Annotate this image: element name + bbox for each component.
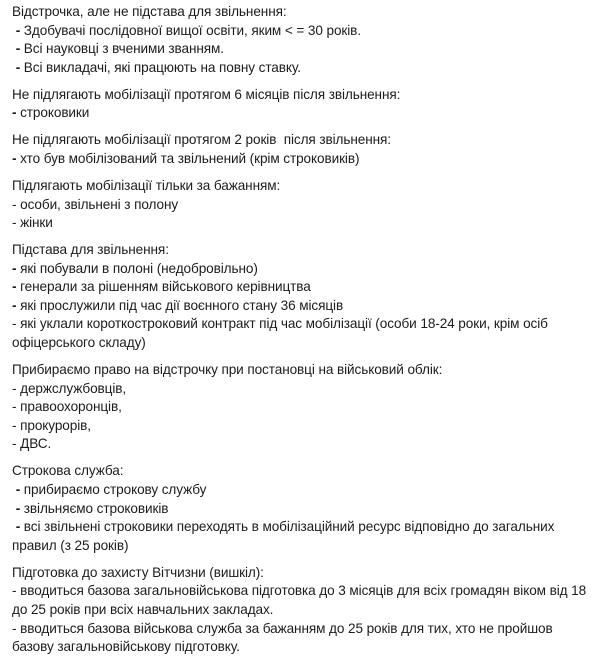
list-item-text: всі звільнені строковики переходять в мобілізаційний ресурс відповідно до загальних правил (з 25 років) — [12, 519, 558, 553]
list-item-text: вводиться базова військова служба за бажанням до 25 років для тих, хто не пройшов базову загальновійськову підготовку. — [12, 620, 557, 655]
list-item-text: строковики — [20, 105, 90, 121]
section-deferment — [12, 3, 593, 77]
section-voluntary-mobilization — [12, 177, 593, 233]
section-discharge-grounds — [12, 241, 593, 353]
list-item-text: ДВС. — [20, 436, 52, 452]
section-defense-training — [12, 564, 593, 657]
section-heading: Підготовка до захисту Вітчизни (вишкіл): — [12, 564, 264, 580]
bullet-dash: - — [12, 215, 21, 231]
list-item-text: прокурорів, — [20, 417, 91, 433]
list-item-text: особи, звільнені з полону — [20, 196, 179, 212]
list-item — [12, 214, 593, 233]
list-item-text: які прослужили під час дії воєнного стану 36 місяців — [20, 297, 344, 313]
bullet-dash: - — [12, 519, 24, 535]
bullet-dash: - — [12, 22, 24, 38]
bullet-dash: - — [12, 399, 21, 415]
bullet-dash: - — [12, 436, 21, 452]
bullet-dash: - — [12, 316, 21, 332]
list-item — [12, 500, 593, 519]
bullet-dash: - — [12, 260, 21, 276]
list-item — [12, 481, 593, 500]
bullet-dash: - — [12, 105, 21, 121]
bullet-dash: - — [12, 620, 21, 636]
list-item — [12, 620, 593, 657]
bullet-dash: - — [12, 150, 21, 166]
section-no-mobilization-6-months — [12, 86, 593, 123]
list-item — [12, 297, 593, 316]
section-conscript-service — [12, 462, 593, 555]
list-item — [12, 435, 593, 454]
section-heading: Підстава для звільнення: — [12, 242, 169, 258]
list-item — [12, 59, 593, 78]
list-item-text: правоохоронців, — [20, 399, 122, 415]
list-item — [12, 104, 593, 123]
list-item — [12, 150, 593, 169]
list-item-text: генерали за рішенням військового керівництва — [20, 279, 311, 295]
list-item-text: Здобувачі послідовної вищої освіти, яким < = 30 років. — [23, 22, 361, 38]
bullet-dash: - — [12, 500, 24, 516]
section-heading: Не підлягають мобілізації протягом 2 років після звільнення: — [12, 132, 391, 148]
section-heading: Строкова служба: — [12, 463, 124, 479]
list-item — [12, 22, 593, 41]
list-item-text: які уклали короткостроковий контракт під час мобілізації (особи 18-24 роки, крім осіб офіцерського складу) — [12, 316, 552, 351]
bullet-dash: - — [12, 196, 21, 212]
list-item — [12, 260, 593, 279]
list-item — [12, 417, 593, 436]
section-heading: Прибираємо право на відстрочку при постановці на військовий облік: — [12, 362, 443, 378]
list-item — [12, 582, 593, 619]
list-item — [12, 40, 593, 59]
bullet-dash: - — [12, 297, 21, 313]
list-item — [12, 380, 593, 399]
list-item-text: які побували в полоні (недобровільно) — [20, 260, 258, 276]
list-item-text: Всі науковці з вченими званням. — [23, 41, 224, 57]
bullet-dash: - — [12, 59, 24, 75]
list-item — [12, 196, 593, 215]
bullet-dash: - — [12, 417, 21, 433]
bullet-dash: - — [12, 380, 21, 396]
section-heading: Відстрочка, але не підстава для звільнення: — [12, 4, 287, 19]
list-item-text: звільняємо строковиків — [23, 500, 169, 516]
bullet-dash: - — [12, 482, 24, 497]
bullet-dash: - — [12, 41, 24, 57]
list-item-text: Всі викладачі, які працюють на повну ставку. — [23, 59, 301, 75]
section-heading: Не підлягають мобілізації протягом 6 місяців після звільнення: — [12, 86, 401, 102]
list-item — [12, 518, 593, 555]
list-item — [12, 315, 593, 352]
section-no-mobilization-2-years — [12, 131, 593, 168]
list-item-text: жінки — [20, 215, 53, 231]
bullet-dash: - — [12, 279, 21, 295]
section-heading: Підлягають мобілізації тільки за бажанням: — [12, 177, 281, 193]
section-remove-deferment — [12, 361, 593, 454]
list-item — [12, 398, 593, 417]
list-item — [12, 278, 593, 297]
list-item-text: прибираємо строкову службу — [23, 482, 207, 497]
list-item-text: держслужбовців, — [20, 380, 127, 396]
list-item-text: хто був мобілізований та звільнений (крім строковиків) — [20, 150, 360, 166]
list-item-text: вводиться базова загальновійськова підготовка до 3 місяців для всіх громадян віком від 18 до 25 років при всіх навчальних закладах. — [12, 583, 590, 617]
bullet-dash: - — [12, 583, 21, 599]
